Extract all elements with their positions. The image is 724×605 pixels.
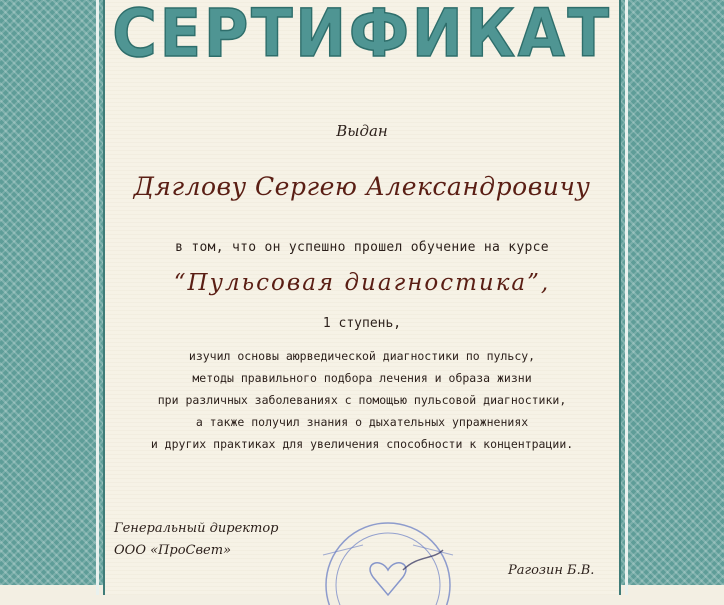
course-level: 1 ступень, <box>322 316 402 331</box>
description-line: методы правильного подбора лечения и образа жизни <box>192 371 532 385</box>
recipient-name: Дяглову Сергею Александровичу <box>133 172 591 201</box>
description-line: и других практиках для увеличения способности к концентрации. <box>150 437 574 451</box>
description-text <box>0 345 724 455</box>
description-line: изучил основы аюрведической диагностики по пульсу, <box>188 349 536 363</box>
seal-stamp <box>303 515 473 605</box>
description-line: а также получил знания о дыхательных упражнениях <box>195 415 529 429</box>
signatory-company: ООО «ПроСвет» <box>114 543 232 558</box>
intro-text: в том, что он успешно прошел обучение на курсе <box>175 240 549 255</box>
issued-label: Выдан <box>336 122 388 140</box>
signatory-name: Рагозин Б.В. <box>508 563 595 578</box>
signatory-position: Генеральный директор <box>114 521 279 536</box>
description-line: при различных заболеваниях с помощью пульсовой диагностики, <box>157 393 567 407</box>
certificate-paper <box>103 0 621 595</box>
certificate-title: СЕРТИФИКАТ <box>112 0 612 72</box>
signatory-block <box>114 518 279 562</box>
course-name: “Пульсовая диагностика”, <box>173 270 551 296</box>
